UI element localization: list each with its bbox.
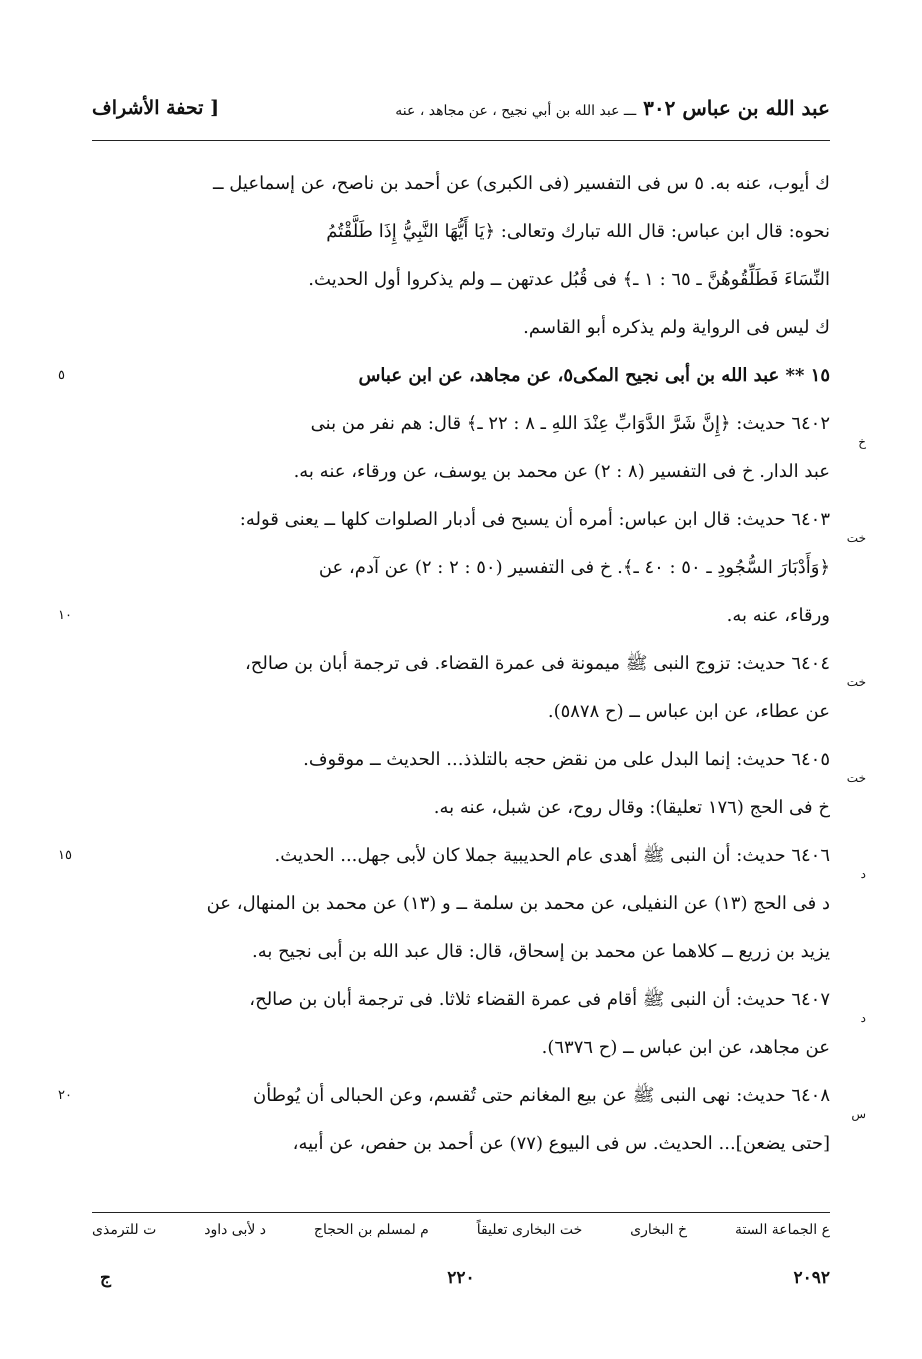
abbr-item: ع الجماعة الستة [734, 1222, 830, 1238]
text-line [58, 592, 830, 640]
folio-volume-page: ٢٠٩٢ [793, 1268, 830, 1288]
hadith-entry [92, 976, 866, 1025]
line-text: ﴿وَأَدْبَارَ السُّجُودِ ـ ٥٠ : ٤٠ ـ﴾. خ فى التفسير (٥٠ : ٢ : ٢) عن آدم، عن [318, 557, 830, 578]
margin-line-number: ١٥ [58, 848, 72, 863]
header-running-title [395, 96, 830, 120]
abbr-item: م لمسلم بن الحجاج [313, 1222, 429, 1238]
text-line [92, 304, 830, 352]
abbreviation-key [92, 1222, 830, 1252]
margin-siglum: خت [846, 531, 866, 545]
line-text: ١٥ ** عبد الله بن أبى نجيح المكى٥، عن مجاهد، عن ابن عباس [358, 365, 830, 386]
line-text: ٦٤٠٥ حديث: إنما البدل على من نقض حجه بالتلذذ... الحديث ــ موقوف. [303, 749, 830, 770]
hadith-entry [58, 832, 866, 881]
header-book-title: [ تحفة الأشراف [92, 97, 220, 119]
line-text: ورقاء، عنه به. [726, 605, 830, 626]
text-line [92, 688, 830, 736]
abbr-item: خت البخارى تعليقاً [476, 1222, 583, 1238]
text-line [92, 448, 830, 496]
text-line [92, 208, 830, 256]
main-text [58, 160, 866, 1168]
margin-siglum: خ [858, 435, 866, 449]
margin-siglum: س [851, 1107, 866, 1121]
line-text: ٦٤٠٣ حديث: قال ابن عباس: أمره أن يسبح فى أدبار الصلوات كلها ــ يعنى قوله: [239, 509, 830, 530]
line-text: ٦٤٠٢ حديث: ﴿إِنَّ شَرَّ الدَّوَابِّ عِنْدَ اللهِ ـ ٨ : ٢٢ ـ﴾ قال: هم نفر من بنى [310, 413, 830, 434]
line-text: عبد الدار. خ فى التفسير (٨ : ٢) عن محمد بن يوسف، عن ورقاء، عنه به. [293, 461, 830, 482]
line-text: ٦٤٠٦ حديث: أن النبى ﷺ أهدى عام الحديبية جملا كان لأبى جهل... الحديث. [274, 845, 830, 866]
line-text: النِّسَاءَ فَطَلِّقُوهُنَّ ـ ٦٥ : ١ ـ﴾ فى قُبُل عدتهن ــ ولم يذكروا أول الحديث. [308, 269, 830, 290]
page-header [92, 86, 830, 130]
hadith-entry [92, 400, 866, 449]
text-line [92, 160, 830, 208]
text-line [92, 880, 830, 928]
hadith-entry [92, 736, 866, 785]
line-text: نحوه: قال ابن عباس: قال الله تبارك وتعالى: ﴿يَا أَيُّهَا النَّبِيُّ إِذَا طَلَّقْتُمُ [326, 221, 830, 242]
text-line [92, 544, 830, 592]
footer-rule [92, 1212, 830, 1213]
text-line [92, 1120, 830, 1168]
text-line [92, 1024, 830, 1072]
margin-line-number: ٢٠ [58, 1088, 72, 1103]
margin-siglum: خت [846, 771, 866, 785]
page-number: ٢٢٠ [447, 1268, 475, 1288]
line-text: ك أيوب، عنه به. ٥ س فى التفسير (فى الكبرى) عن أحمد بن ناصح، عن إسماعيل ــ [213, 173, 830, 194]
line-text: خ فى الحج (١٧٦ تعليقا): وقال روح، عن شبل، عنه به. [433, 797, 830, 818]
header-rule [92, 140, 830, 141]
section-heading [58, 352, 830, 400]
margin-siglum: د [860, 1011, 866, 1025]
header-title-sub: ـــ عبد الله بن أبي نجيح ، عن مجاهد ، عنه [395, 103, 637, 119]
line-text: يزيد بن زريع ــ كلاهما عن محمد بن إسحاق، قال: قال عبد الله بن أبى نجيح به. [251, 941, 830, 962]
line-text: ٦٤٠٨ حديث: نهى النبى ﷺ عن بيع المغانم حتى تُقسم، وعن الحبالى أن يُوطأن [252, 1085, 830, 1106]
margin-line-number: ١٠ [58, 608, 72, 623]
header-title-main: عبد الله بن عباس ٣٠٢ [643, 96, 830, 120]
text-line [92, 928, 830, 976]
text-line [92, 784, 830, 832]
line-text: ٦٤٠٧ حديث: أن النبى ﷺ أقام فى عمرة القضاء ثلاثا. فى ترجمة أبان بن صالح، [249, 989, 830, 1010]
margin-siglum: د [860, 867, 866, 881]
hadith-entry [92, 496, 866, 545]
line-text: عن عطاء، عن ابن عباس ــ (ح ٥٨٧٨). [547, 701, 830, 722]
line-text: عن مجاهد، عن ابن عباس ــ (ح ٦٣٧٦). [541, 1037, 830, 1058]
signature-mark: ج [100, 1268, 111, 1288]
margin-siglum: خت [846, 675, 866, 689]
text-line [92, 256, 830, 304]
abbr-item: ت للترمذى [92, 1222, 157, 1238]
line-text: ٦٤٠٤ حديث: تزوج النبى ﷺ ميمونة فى عمرة القضاء. فى ترجمة أبان بن صالح، [245, 653, 830, 674]
line-text: [حتى يضعن]... الحديث. س فى البيوع (٧٧) عن أحمد بن حفص، عن أبيه، [292, 1133, 830, 1154]
abbr-item: د لأبى داود [204, 1222, 267, 1238]
line-text: د فى الحج (١٣) عن النفيلى، عن محمد بن سلمة ــ و (١٣) عن محمد بن المنهال، عن [206, 893, 830, 914]
abbr-item: خ البخارى [630, 1222, 688, 1238]
line-text: ك ليس فى الرواية ولم يذكره أبو القاسم. [523, 317, 830, 338]
margin-line-number: ٥ [58, 368, 65, 383]
hadith-entry [58, 1072, 866, 1121]
hadith-entry [92, 640, 866, 689]
